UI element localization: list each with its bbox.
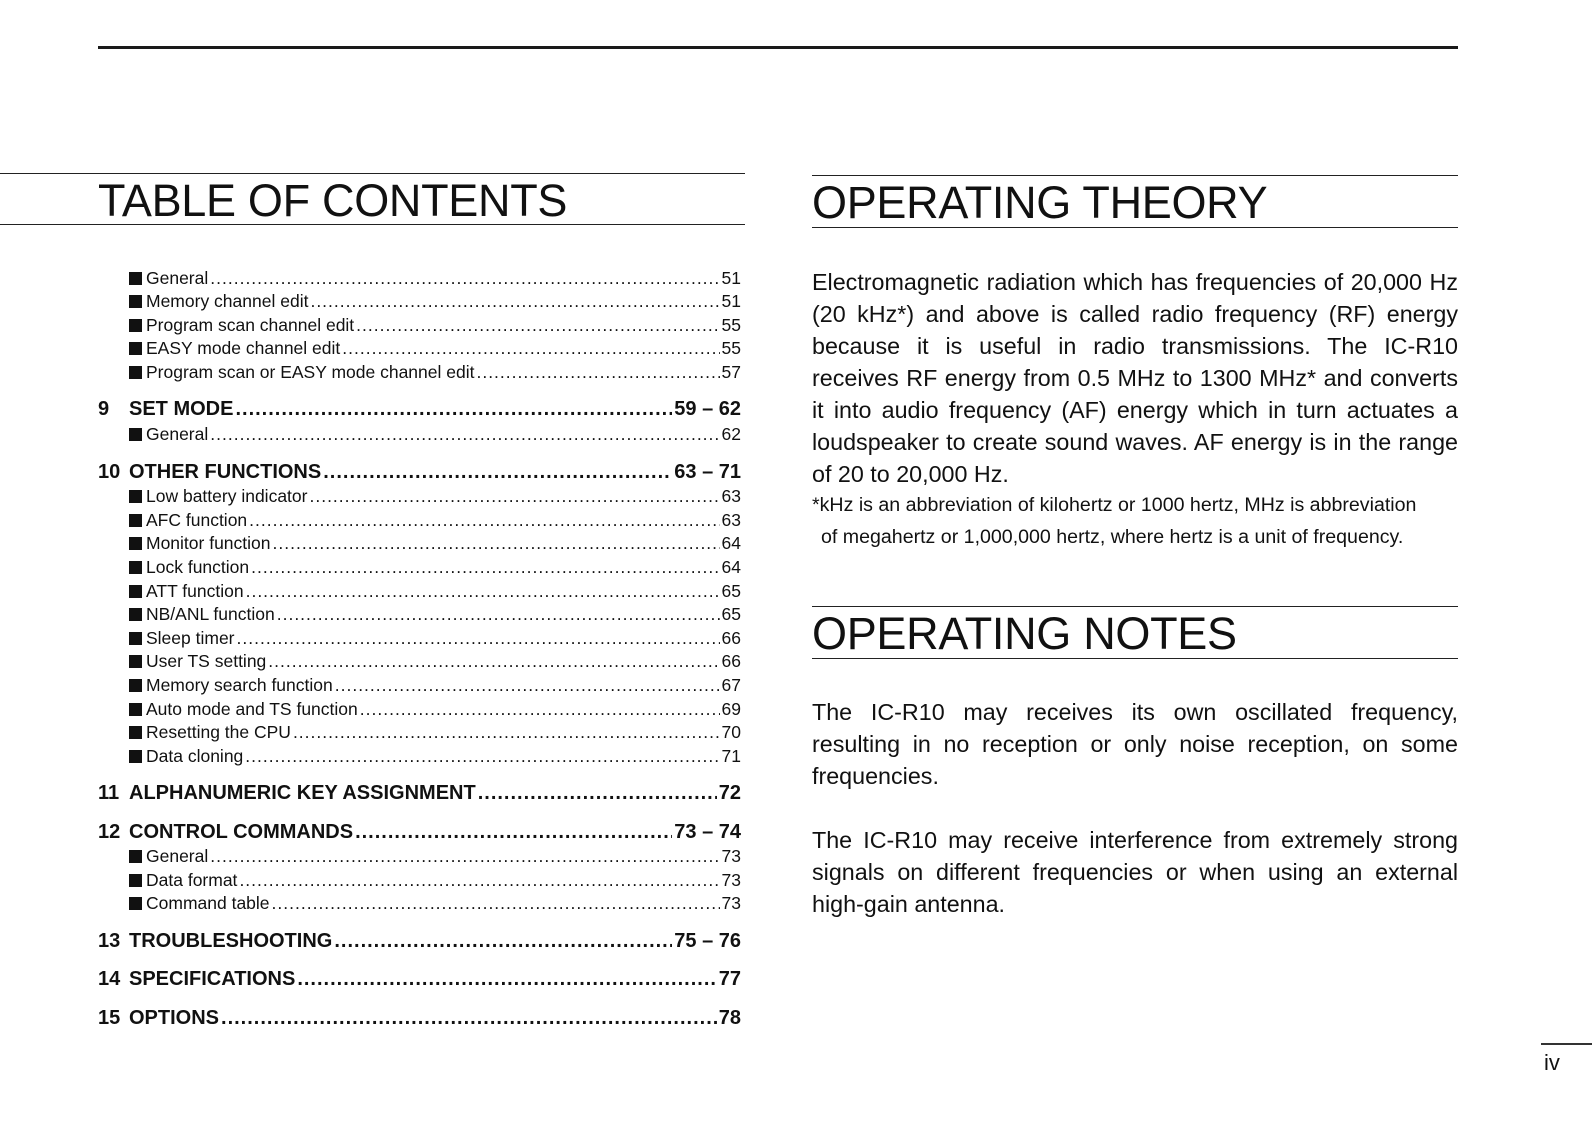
operating-notes-header bbox=[812, 606, 1458, 659]
toc-subitem-page: 66 bbox=[721, 627, 741, 648]
toc-subitem-page: 69 bbox=[721, 698, 741, 719]
square-bullet-icon bbox=[129, 850, 142, 863]
toc-section-pages: 75 – 76 bbox=[674, 929, 741, 952]
toc-subitem-page: 64 bbox=[721, 556, 741, 577]
toc-subitem-label: Memory search function bbox=[146, 674, 333, 695]
toc-leader-dots bbox=[249, 510, 719, 531]
toc-subitem[interactable] bbox=[98, 720, 741, 744]
toc-section-title: TROUBLESHOOTING bbox=[129, 929, 333, 952]
page-number: iv bbox=[1544, 1050, 1560, 1075]
toc-section-number: 10 bbox=[98, 460, 121, 483]
toc-subitem-label: NB/ANL function bbox=[146, 604, 275, 625]
toc-subitem-page: 62 bbox=[721, 424, 741, 445]
toc-section-pages: 78 bbox=[718, 1006, 741, 1029]
toc-subitem-page: 63 bbox=[721, 509, 741, 530]
toc-leader-dots bbox=[356, 315, 719, 336]
toc-leader-dots bbox=[237, 628, 720, 649]
toc-section-pages: 72 bbox=[718, 782, 741, 805]
toc-leader-dots bbox=[355, 821, 672, 844]
toc-section-number: 13 bbox=[98, 929, 121, 952]
toc-subitem[interactable] bbox=[98, 602, 741, 626]
toc-subitem[interactable] bbox=[98, 625, 741, 649]
toc-subitem-page: 73 bbox=[721, 869, 741, 890]
toc-section-pages: 63 – 71 bbox=[674, 460, 741, 483]
toc-subitem-page: 73 bbox=[721, 846, 741, 867]
toc-subitem-label: ATT function bbox=[146, 580, 244, 601]
square-bullet-icon bbox=[129, 514, 142, 527]
toc-leader-dots bbox=[210, 268, 719, 289]
toc-subitem[interactable] bbox=[98, 507, 741, 531]
toc-leader-dots bbox=[272, 893, 720, 914]
toc-leader-dots bbox=[268, 651, 719, 672]
toc-leader-dots bbox=[309, 486, 719, 507]
square-bullet-icon bbox=[129, 679, 142, 692]
square-bullet-icon bbox=[129, 561, 142, 574]
toc-subitem[interactable] bbox=[98, 312, 741, 336]
toc-subitem-page: 65 bbox=[721, 580, 741, 601]
toc-leader-dots bbox=[246, 581, 720, 602]
toc-section-title: ALPHANUMERIC KEY ASSIGNMENT bbox=[129, 782, 476, 805]
square-bullet-icon bbox=[129, 295, 142, 308]
footnote-line-2: of megahertz or 1,000,000 hertz, where hertz is a unit of frequency. bbox=[821, 525, 1404, 548]
toc-section-title: SET MODE bbox=[129, 398, 234, 421]
operating-theory-footnote bbox=[812, 490, 1458, 553]
toc-subitem[interactable] bbox=[98, 336, 741, 360]
square-bullet-icon bbox=[129, 585, 142, 598]
toc-subitem-page: 51 bbox=[721, 267, 741, 288]
toc-leader-dots bbox=[478, 782, 717, 805]
toc-subitem-label: Program scan or EASY mode channel edit bbox=[146, 361, 475, 382]
toc-section-title: OPTIONS bbox=[129, 1006, 220, 1029]
toc-subitem-label: Resetting the CPU bbox=[146, 722, 291, 743]
toc-subitem[interactable] bbox=[98, 289, 741, 313]
toc-subitem-label: Lock function bbox=[146, 556, 250, 577]
toc-subitem-label: EASY mode channel edit bbox=[146, 338, 341, 359]
toc-leader-dots bbox=[210, 424, 719, 445]
square-bullet-icon bbox=[129, 272, 142, 285]
toc-subitem-label: General bbox=[146, 267, 209, 288]
toc-leader-dots bbox=[297, 968, 716, 991]
toc-leader-dots bbox=[342, 338, 719, 359]
operating-theory-header bbox=[812, 175, 1458, 228]
toc-section-number: 12 bbox=[98, 820, 121, 843]
toc-subitem-page: 64 bbox=[721, 533, 741, 554]
toc-subitem[interactable] bbox=[98, 649, 741, 673]
operating-theory-body: Electromagnetic radiation which has frequencies of 20,000 Hz (20 kHz*) and above is called radio frequency (RF) energy because it is useful in radio transmissions. The IC-R10 receives RF energy from 0.5 MHz to 1300 MHz* and converts it into audio frequency (AF) energy which in turn actuates a loudspeaker to create sound waves. AF energy is in the range of 20 to 20,000 Hz. bbox=[812, 269, 1458, 487]
toc-section-pages: 77 bbox=[718, 968, 741, 991]
toc-section-number: 14 bbox=[98, 968, 121, 991]
square-bullet-icon bbox=[129, 428, 142, 441]
toc-subitem[interactable] bbox=[98, 696, 741, 720]
toc-subitem-label: Auto mode and TS function bbox=[146, 698, 358, 719]
toc-subitem[interactable] bbox=[98, 484, 741, 508]
square-bullet-icon bbox=[129, 750, 142, 763]
toc-subitem-label: Memory channel edit bbox=[146, 291, 309, 312]
page-number-rule bbox=[1541, 1043, 1592, 1045]
toc-section-title: OTHER FUNCTIONS bbox=[129, 460, 322, 483]
square-bullet-icon bbox=[129, 537, 142, 550]
toc-subitem-page: 71 bbox=[721, 745, 741, 766]
toc-leader-dots bbox=[210, 846, 719, 867]
operating-theory-title: OPERATING THEORY bbox=[812, 177, 1268, 228]
operating-notes-paragraph-2: The IC-R10 may receive interference from extremely strong signals on different frequencies or when using an external high-gain antenna. bbox=[812, 827, 1458, 917]
square-bullet-icon bbox=[129, 632, 142, 645]
toc-subitem[interactable] bbox=[98, 844, 741, 868]
square-bullet-icon bbox=[129, 655, 142, 668]
toc-section-number: 11 bbox=[98, 782, 120, 805]
toc-subitem[interactable] bbox=[98, 578, 741, 602]
toc-subitem-label: Program scan channel edit bbox=[146, 314, 355, 335]
toc-leader-dots bbox=[293, 722, 720, 743]
footnote-line-1: *kHz is an abbreviation of kilohertz or 1000 hertz, MHz is abbreviation bbox=[812, 494, 1417, 516]
toc-leader-dots bbox=[310, 291, 719, 312]
toc-subitem-page: 55 bbox=[721, 314, 741, 335]
toc-subitem-label: Data format bbox=[146, 869, 238, 890]
toc-leader-dots bbox=[245, 746, 719, 767]
toc-subitem-page: 67 bbox=[721, 674, 741, 695]
toc-section-number: 9 bbox=[98, 398, 110, 421]
toc-subitem-page: 73 bbox=[721, 893, 741, 914]
toc-subitem-label: Monitor function bbox=[146, 533, 271, 554]
operating-notes-paragraph-1: The IC-R10 may receives its own oscillated frequency, resulting in no reception or only noise reception, on some frequencies. bbox=[812, 699, 1458, 789]
toc-leader-dots bbox=[334, 930, 672, 953]
toc-leader-dots bbox=[273, 533, 720, 554]
toc-subitem-label: General bbox=[146, 846, 209, 867]
toc-leader-dots bbox=[335, 675, 720, 696]
toc-subitem-page: 57 bbox=[721, 361, 741, 382]
toc-subitem-page: 66 bbox=[721, 651, 741, 672]
toc-subitem-label: User TS setting bbox=[146, 651, 267, 672]
toc-subitem[interactable] bbox=[98, 743, 741, 767]
square-bullet-icon bbox=[129, 490, 142, 503]
toc-subitem-label: AFC function bbox=[146, 509, 248, 530]
toc-subitem[interactable] bbox=[98, 891, 741, 915]
square-bullet-icon bbox=[129, 726, 142, 739]
toc-subitem[interactable] bbox=[98, 867, 741, 891]
toc-subitem[interactable] bbox=[98, 265, 741, 289]
toc-subitem-label: Data cloning bbox=[146, 745, 244, 766]
square-bullet-icon bbox=[129, 703, 142, 716]
toc-subitem[interactable] bbox=[98, 359, 741, 383]
top-rule bbox=[98, 46, 1458, 49]
toc-leader-dots bbox=[360, 699, 720, 720]
toc-leader-dots bbox=[221, 1007, 717, 1030]
toc-subitem-page: 65 bbox=[721, 604, 741, 625]
toc-subitem-page: 55 bbox=[721, 338, 741, 359]
toc-leader-dots bbox=[235, 398, 672, 421]
toc-section-title: CONTROL COMMANDS bbox=[129, 820, 354, 843]
toc-leader-dots bbox=[323, 461, 672, 484]
square-bullet-icon bbox=[129, 366, 142, 379]
toc-leader-dots bbox=[277, 604, 720, 625]
square-bullet-icon bbox=[129, 897, 142, 910]
square-bullet-icon bbox=[129, 342, 142, 355]
toc-subitem-page: 51 bbox=[721, 291, 741, 312]
toc-section-pages: 73 – 74 bbox=[674, 820, 741, 843]
toc-subitem-label: Sleep timer bbox=[146, 627, 235, 648]
toc-leader-dots bbox=[251, 557, 719, 578]
toc-subitem[interactable] bbox=[98, 672, 741, 696]
operating-notes-title: OPERATING NOTES bbox=[812, 608, 1237, 659]
square-bullet-icon bbox=[129, 874, 142, 887]
toc-subitem-label: Command table bbox=[146, 893, 270, 914]
toc-subitem-page: 70 bbox=[721, 722, 741, 743]
square-bullet-icon bbox=[129, 608, 142, 621]
toc-subitem[interactable] bbox=[98, 554, 741, 578]
toc-section-number: 15 bbox=[98, 1006, 121, 1029]
toc-subitem[interactable] bbox=[98, 421, 741, 445]
toc-section-title: SPECIFICATIONS bbox=[129, 968, 296, 991]
toc-leader-dots bbox=[476, 362, 719, 383]
toc-list bbox=[98, 265, 741, 1030]
toc-section-pages: 59 – 62 bbox=[674, 398, 741, 421]
toc-subitem[interactable] bbox=[98, 531, 741, 555]
square-bullet-icon bbox=[129, 319, 142, 332]
toc-leader-dots bbox=[239, 870, 719, 891]
toc-subitem-label: General bbox=[146, 424, 209, 445]
toc-header bbox=[0, 173, 745, 225]
toc-subitem-page: 63 bbox=[721, 486, 741, 507]
toc-subitem-label: Low battery indicator bbox=[146, 486, 308, 507]
toc-title: TABLE OF CONTENTS bbox=[98, 175, 568, 226]
